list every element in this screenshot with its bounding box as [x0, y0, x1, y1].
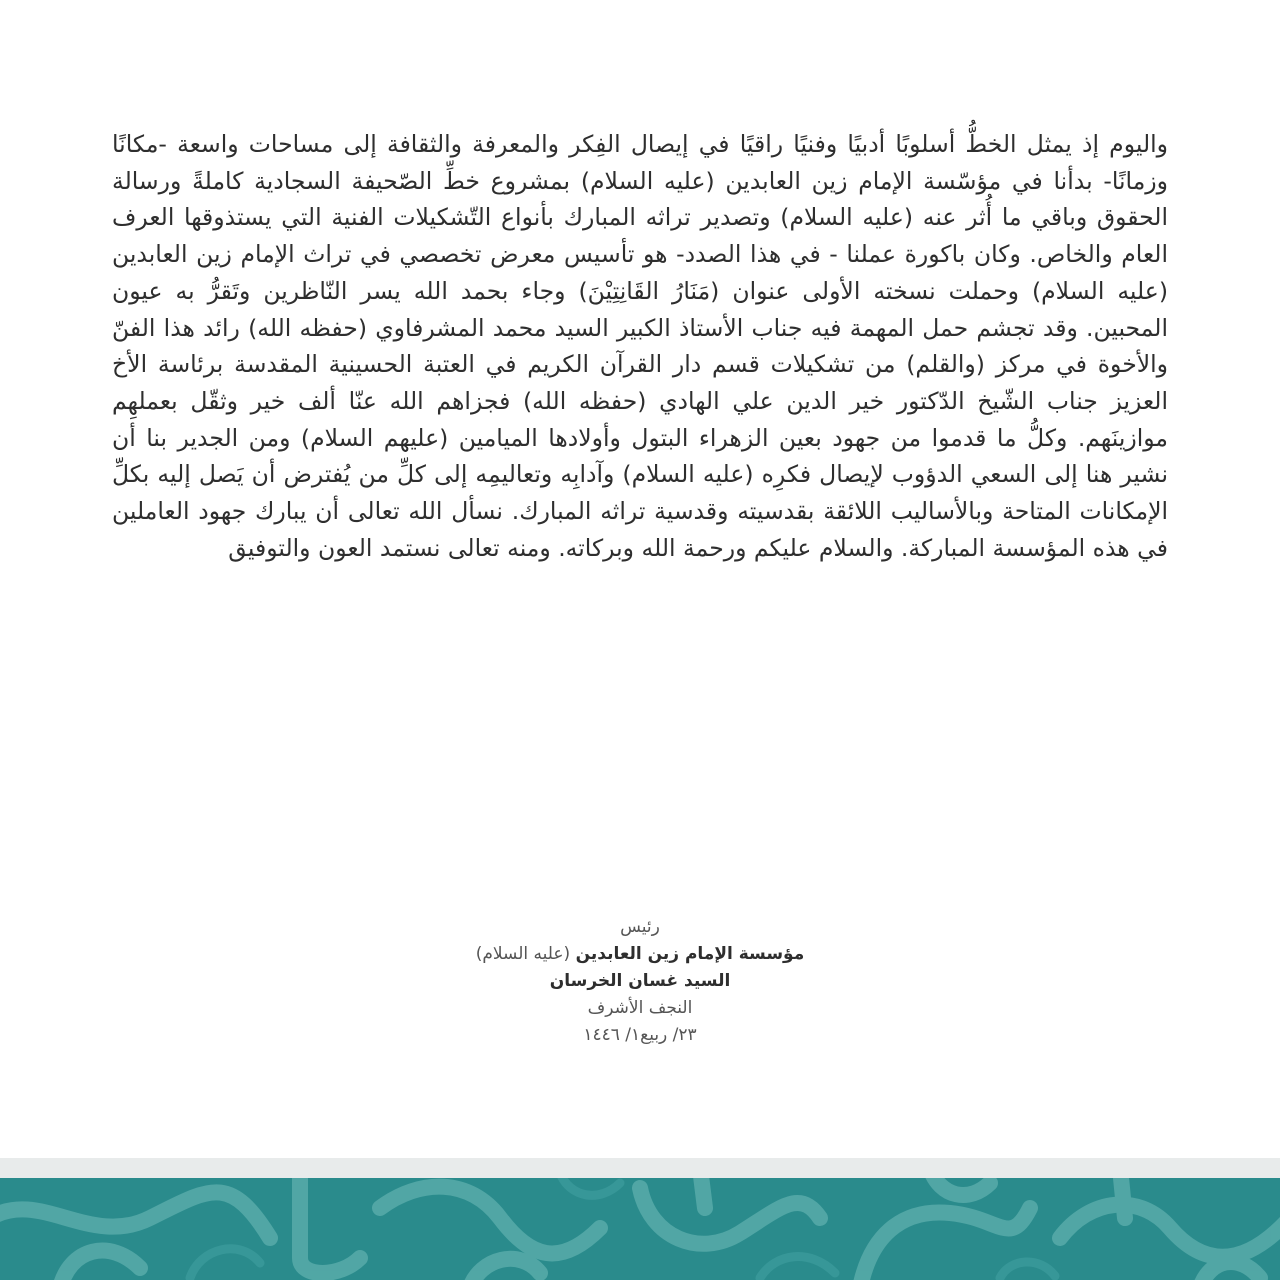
signature-block	[340, 914, 940, 1049]
arabic-calligraphy-pattern-icon	[0, 1178, 1280, 1280]
signature-institution-line	[340, 941, 940, 968]
signature-date: ٢٣/ ربيع١/ ١٤٤٦	[583, 1025, 697, 1045]
signature-institution: مؤسسة الإمام زين العابدين	[575, 944, 805, 964]
signature-name: السيد غسان الخرسان	[549, 971, 731, 991]
signature-role: رئيس	[620, 917, 660, 937]
footer-band	[0, 1178, 1280, 1280]
signature-institution-suffix: (عليه السلام)	[475, 944, 571, 964]
footer-divider	[0, 1158, 1280, 1178]
letter-body-text: واليوم إذ يمثل الخطُّ أسلوبًا أدبيًا وفنيًا راقيًا في إيصال الفِكر والمعرفة والثقافة إلى مساحات واسعة -مكانًا وزمانًا- بدأنا في مؤسّسة الإمام زين العابدين (عليه السلام) بمشروع خطِّ الصّحيفة السجادية كاملةً ورسالة الحقوق وباقي ما أُثر عنه (عليه السلام) وتصدير تراثه المبارك بأنواع التّشكيلات الفنية التي يستذوقها العرف العام والخاص. وكان باكورة عملنا - في هذا الصدد- هو تأسيس معرض تخصصي في تراث الإمام زين العابدين (عليه السلام) وحملت نسخته الأولى عنوان (مَنَارُ القَانِتِيْنَ) وجاء بحمد الله يسر النّاظرين وتَقرُّ به عيون المحبين. وقد تجشم حمل المهمة فيه جناب الأستاذ الكبير السيد محمد المشرفاوي (حفظه الله) رائد هذا الفنّ والأخوة في مركز (والقلم) من تشكيلات قسم دار القرآن الكريم في العتبة الحسينية المقدسة برئاسة الأخ العزيز جناب الشّيخ الدّكتور خير الدين علي الهادي (حفظه الله) فجزاهم الله عنّا ألف خير وثقّل بعملهِم موازينَهم. وكلُّ ما قدموا من جهود بعين الزهراء البتول وأولادها الميامين (عليهم السلام) ومن الجدير بنا أن نشير هنا إلى السعي الدؤوب لإيصال فكرِه (عليه السلام) وآدابِه وتعاليمِه إلى كلِّ من يُفترض أن يَصل إليه بكلِّ الإمكانات المتاحة وبالأساليب اللائقة بقدسيته وقدسية تراثه المبارك. نسأل الله تعالى أن يبارك جهود العاملين في هذه المؤسسة المباركة. والسلام عليكم ورحمة الله وبركاته. ومنه تعالى نستمد العون والتوفيق	[112, 130, 1168, 562]
signature-place: النجف الأشرف	[587, 998, 693, 1018]
